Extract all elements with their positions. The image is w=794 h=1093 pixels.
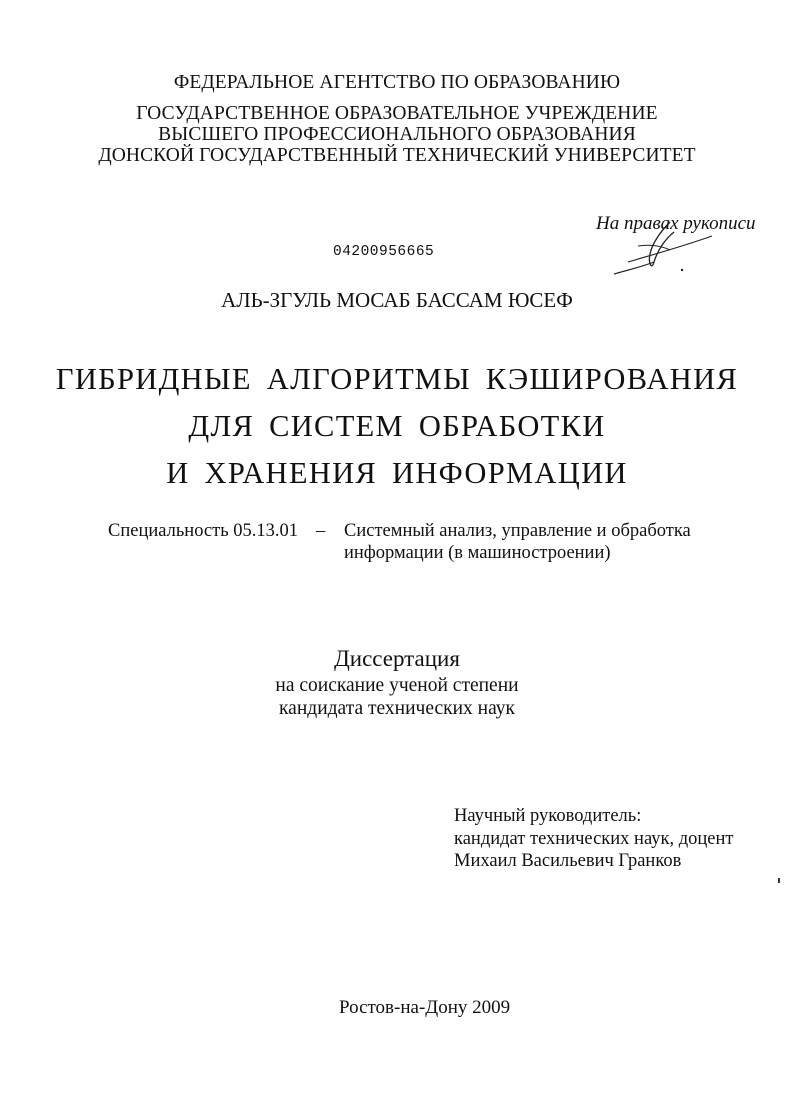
dissertation-heading: Диссертация [334,646,460,671]
specialty-description-line-1: Системный анализ, управление и обработка [344,521,691,541]
handwritten-signature [608,218,718,280]
institution-line-3: ДОНСКОЙ ГОСУДАРСТВЕННЫЙ ТЕХНИЧЕСКИЙ УНИВЕРСИТЕТ [98,145,696,166]
thesis-title-line-1: ГИБРИДНЫЕ АЛГОРИТМЫ КЭШИРОВАНИЯ [55,362,739,396]
supervisor-label: Научный руководитель: [454,806,642,826]
dissertation-degree-line-2: кандидата технических наук [279,698,515,719]
scan-speck [778,878,780,883]
dissertation-degree-line-1: на соискание ученой степени [275,675,519,696]
thesis-title-line-3: И ХРАНЕНИЯ ИНФОРМАЦИИ [166,456,628,490]
institution-line-1: ГОСУДАРСТВЕННОЕ ОБРАЗОВАТЕЛЬНОЕ УЧРЕЖДЕНИЕ [136,103,658,124]
agency-heading: ФЕДЕРАЛЬНОЕ АГЕНТСТВО ПО ОБРАЗОВАНИЮ [173,72,621,93]
specialty-description-line-2: информации (в машиностроении) [344,543,611,563]
inventory-number: 04200956665 [333,244,435,260]
supervisor-name: Михаил Васильевич Гранков [454,851,682,871]
thesis-title-line-2: ДЛЯ СИСТЕМ ОБРАБОТКИ [188,409,606,443]
specialty-dash: – [316,521,326,541]
institution-line-2: ВЫСШЕГО ПРОФЕССИОНАЛЬНОГО ОБРАЗОВАНИЯ [158,124,636,145]
specialty-code: Специальность 05.13.01 [108,521,299,541]
city-and-year: Ростов-на-Дону 2009 [339,997,511,1018]
manuscript-rights-note: На правах рукописи [596,213,756,234]
supervisor-degree: кандидат технических наук, доцент [454,829,734,849]
author-name: АЛЬ-ЗГУЛЬ МОСАБ БАССАМ ЮСЕФ [221,288,573,312]
